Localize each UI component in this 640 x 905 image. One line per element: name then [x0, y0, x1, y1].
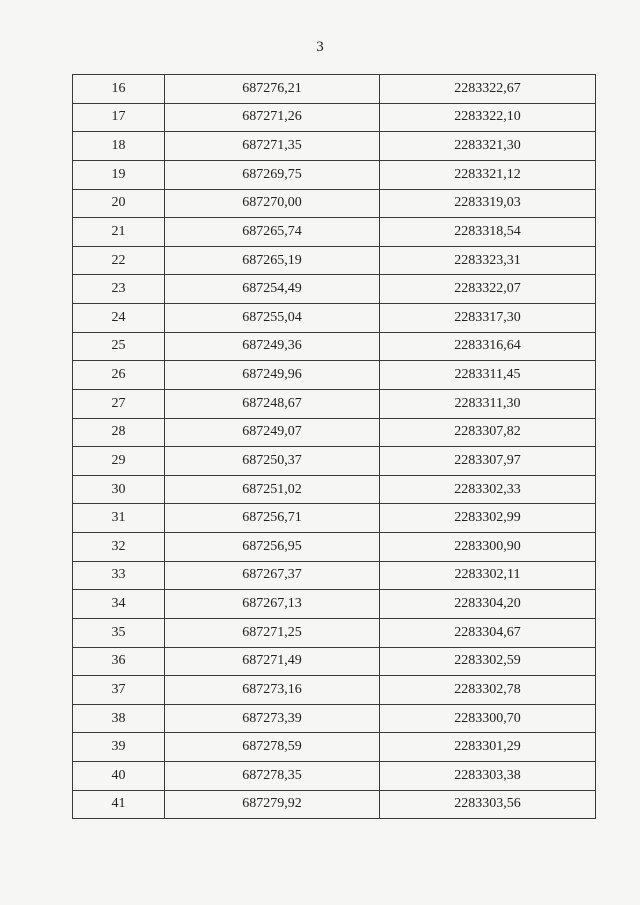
- table-row: [73, 762, 596, 791]
- y-coordinate-cell: 2283304,67: [380, 618, 596, 647]
- y-coordinate-cell: 2283302,78: [380, 676, 596, 705]
- x-coordinate-cell: 687249,96: [165, 361, 380, 390]
- y-coordinate-cell: 2283322,07: [380, 275, 596, 304]
- table-row: [73, 160, 596, 189]
- y-coordinate-cell: 2283300,70: [380, 704, 596, 733]
- table-row: [73, 504, 596, 533]
- x-coordinate-cell: 687278,35: [165, 762, 380, 791]
- table-row: [73, 361, 596, 390]
- x-coordinate-cell: 687269,75: [165, 160, 380, 189]
- y-coordinate-cell: 2283302,11: [380, 561, 596, 590]
- y-coordinate-cell: 2283302,99: [380, 504, 596, 533]
- table-row: [73, 447, 596, 476]
- point-number-cell: 17: [73, 103, 165, 132]
- table-row: [73, 332, 596, 361]
- y-coordinate-cell: 2283302,59: [380, 647, 596, 676]
- point-number-cell: 21: [73, 218, 165, 247]
- table-row: [73, 389, 596, 418]
- x-coordinate-cell: 687273,16: [165, 676, 380, 705]
- table-row: [73, 418, 596, 447]
- y-coordinate-cell: 2283322,10: [380, 103, 596, 132]
- x-coordinate-cell: 687249,07: [165, 418, 380, 447]
- y-coordinate-cell: 2283302,33: [380, 475, 596, 504]
- point-number-cell: 38: [73, 704, 165, 733]
- table-row: [73, 103, 596, 132]
- table-row: [73, 218, 596, 247]
- y-coordinate-cell: 2283317,30: [380, 304, 596, 333]
- point-number-cell: 29: [73, 447, 165, 476]
- point-number-cell: 36: [73, 647, 165, 676]
- table-row: [73, 676, 596, 705]
- coordinates-table: [72, 74, 596, 819]
- point-number-cell: 35: [73, 618, 165, 647]
- table-row: [73, 790, 596, 819]
- y-coordinate-cell: 2283300,90: [380, 533, 596, 562]
- y-coordinate-cell: 2283319,03: [380, 189, 596, 218]
- point-number-cell: 28: [73, 418, 165, 447]
- x-coordinate-cell: 687276,21: [165, 75, 380, 104]
- x-coordinate-cell: 687271,49: [165, 647, 380, 676]
- y-coordinate-cell: 2283321,30: [380, 132, 596, 161]
- y-coordinate-cell: 2283301,29: [380, 733, 596, 762]
- x-coordinate-cell: 687249,36: [165, 332, 380, 361]
- point-number-cell: 39: [73, 733, 165, 762]
- point-number-cell: 34: [73, 590, 165, 619]
- point-number-cell: 33: [73, 561, 165, 590]
- table-row: [73, 132, 596, 161]
- x-coordinate-cell: 687271,25: [165, 618, 380, 647]
- point-number-cell: 23: [73, 275, 165, 304]
- x-coordinate-cell: 687265,19: [165, 246, 380, 275]
- coordinates-table-body: [73, 75, 596, 819]
- point-number-cell: 41: [73, 790, 165, 819]
- table-row: [73, 189, 596, 218]
- table-row: [73, 647, 596, 676]
- y-coordinate-cell: 2283303,38: [380, 762, 596, 791]
- x-coordinate-cell: 687273,39: [165, 704, 380, 733]
- table-row: [73, 618, 596, 647]
- x-coordinate-cell: 687250,37: [165, 447, 380, 476]
- x-coordinate-cell: 687254,49: [165, 275, 380, 304]
- x-coordinate-cell: 687279,92: [165, 790, 380, 819]
- table-row: [73, 275, 596, 304]
- y-coordinate-cell: 2283323,31: [380, 246, 596, 275]
- y-coordinate-cell: 2283303,56: [380, 790, 596, 819]
- y-coordinate-cell: 2283311,30: [380, 389, 596, 418]
- x-coordinate-cell: 687251,02: [165, 475, 380, 504]
- point-number-cell: 19: [73, 160, 165, 189]
- point-number-cell: 31: [73, 504, 165, 533]
- page-number: 3: [316, 39, 324, 55]
- table-row: [73, 704, 596, 733]
- y-coordinate-cell: 2283311,45: [380, 361, 596, 390]
- table-row: [73, 590, 596, 619]
- y-coordinate-cell: 2283307,97: [380, 447, 596, 476]
- x-coordinate-cell: 687256,71: [165, 504, 380, 533]
- x-coordinate-cell: 687265,74: [165, 218, 380, 247]
- x-coordinate-cell: 687267,13: [165, 590, 380, 619]
- table-row: [73, 246, 596, 275]
- x-coordinate-cell: 687271,26: [165, 103, 380, 132]
- y-coordinate-cell: 2283316,64: [380, 332, 596, 361]
- x-coordinate-cell: 687278,59: [165, 733, 380, 762]
- table-row: [73, 533, 596, 562]
- y-coordinate-cell: 2283322,67: [380, 75, 596, 104]
- point-number-cell: 22: [73, 246, 165, 275]
- x-coordinate-cell: 687267,37: [165, 561, 380, 590]
- point-number-cell: 25: [73, 332, 165, 361]
- point-number-cell: 18: [73, 132, 165, 161]
- table-row: [73, 75, 596, 104]
- point-number-cell: 16: [73, 75, 165, 104]
- y-coordinate-cell: 2283307,82: [380, 418, 596, 447]
- x-coordinate-cell: 687248,67: [165, 389, 380, 418]
- y-coordinate-cell: 2283304,20: [380, 590, 596, 619]
- point-number-cell: 37: [73, 676, 165, 705]
- table-row: [73, 561, 596, 590]
- x-coordinate-cell: 687270,00: [165, 189, 380, 218]
- point-number-cell: 30: [73, 475, 165, 504]
- table-row: [73, 304, 596, 333]
- point-number-cell: 26: [73, 361, 165, 390]
- table-row: [73, 475, 596, 504]
- point-number-cell: 20: [73, 189, 165, 218]
- point-number-cell: 32: [73, 533, 165, 562]
- point-number-cell: 24: [73, 304, 165, 333]
- point-number-cell: 40: [73, 762, 165, 791]
- point-number-cell: 27: [73, 389, 165, 418]
- x-coordinate-cell: 687271,35: [165, 132, 380, 161]
- table-row: [73, 733, 596, 762]
- x-coordinate-cell: 687256,95: [165, 533, 380, 562]
- y-coordinate-cell: 2283318,54: [380, 218, 596, 247]
- y-coordinate-cell: 2283321,12: [380, 160, 596, 189]
- x-coordinate-cell: 687255,04: [165, 304, 380, 333]
